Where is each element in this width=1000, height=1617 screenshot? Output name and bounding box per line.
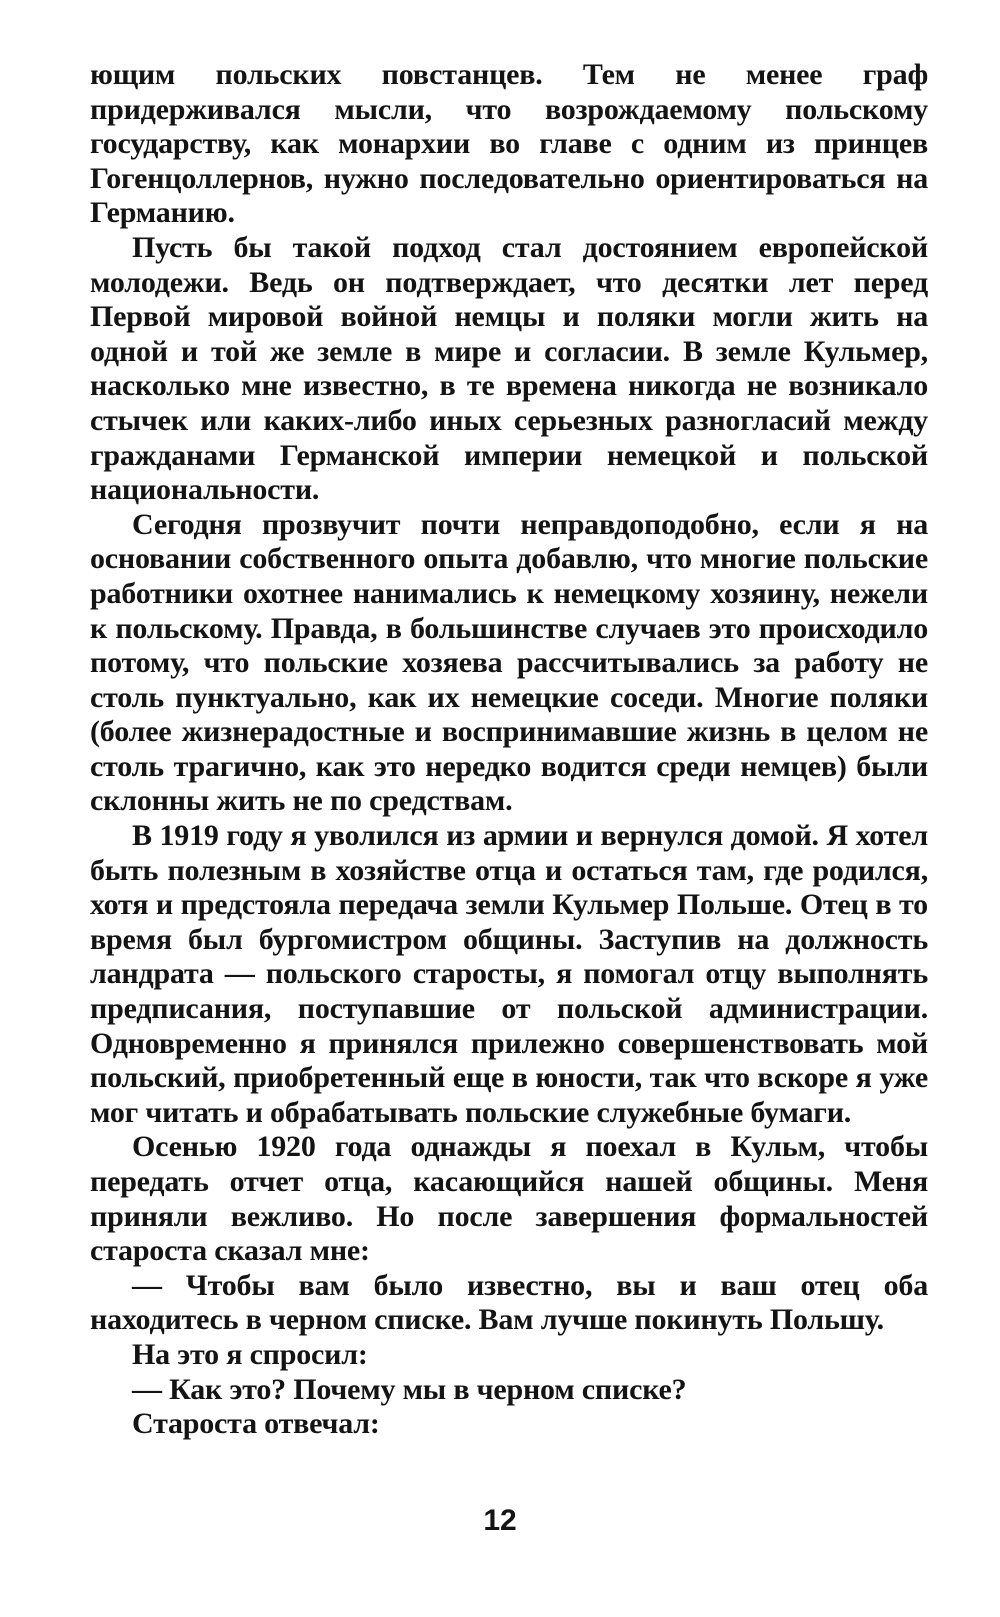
paragraph: Осенью 1920 года однажды я поехал в Кульм, чтобы передать отчет отца, касающийся нашей общины. Меня приняли вежливо. Но после завершения формальностей староста сказал мне: [90, 1130, 928, 1268]
paragraph: На это я спросил: [132, 1337, 368, 1371]
paragraph: — Как это? Почему мы в черном списке? [132, 1372, 687, 1406]
paragraph: В 1919 году я уволился из армии и вернулся домой. Я хотел быть полезным в хозяйстве отца и остаться там, где родился, хотя и предстояла передача земли Кульмер Польше. Отец в то время был бургомистром общины. Заступив на должность ландрата — польского старосты, я помогал отцу выполнять предписания, поступавшие от польской администрации. Одновременно я принялся прилежно совершенствовать мой польский, приобретенный еще в юности, так что вскоре я уже мог читать и обрабатывать польские служебные бумаги. [90, 819, 928, 1129]
paragraph: Староста отвечал: [132, 1407, 380, 1441]
paragraph: ющим польских повстанцев. Тем не менее граф придерживался мысли, что возрождаемому польскому государству, как монархии во главе с одним из принцев Гогенцоллернов, нужно последовательно ориентироваться на Германию. [90, 58, 928, 230]
page-number: 12 [483, 1504, 517, 1537]
paragraph: Пусть бы такой подход стал достоянием европейской молодежи. Ведь он подтверждает, что десятки лет перед Первой мировой войной немцы и поляки могли жить на одной и той же земле в мире и согласии. В земле Кульмер, насколько мне известно, в те времена никогда не возникало стычек или каких-либо иных серьезных разногласий между гражданами Германской империи немецкой и польской национальности. [90, 230, 928, 507]
paragraph: Сегодня прозвучит почти неправдоподобно, если я на основании собственного опыта добавлю, что многие польские работники охотнее нанимались к немецкому хозяину, нежели к польскому. Правда, в большинстве случаев это происходило потому, что польские хозяева рассчитывались за работу не столь пунктуально, как их немецкие соседи. Многие поляки (более жизнерадостные и воспринимавшие жизнь в целом не столь трагично, как это нередко водится среди немцев) были склонны жить не по средствам. [90, 507, 928, 818]
body-text [90, 58, 928, 1442]
paragraph: — Чтобы вам было известно, вы и ваш отец оба находитесь в черном списке. Вам лучше покинуть Польшу. [90, 1268, 928, 1337]
